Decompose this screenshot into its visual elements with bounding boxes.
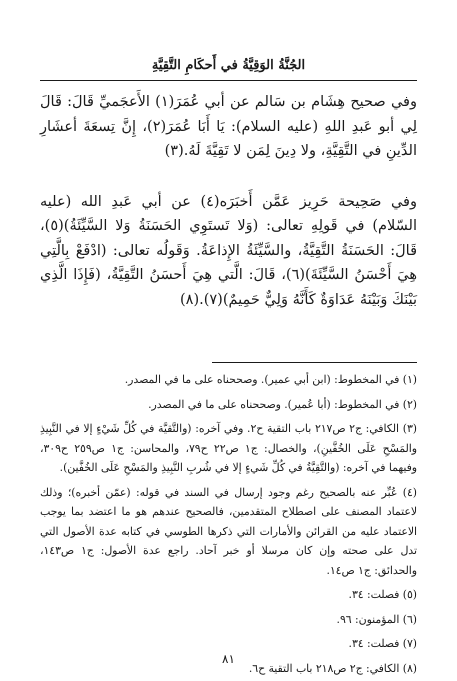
- footnote-separator: [212, 362, 417, 363]
- footnote-3: (٣) الكافي: ج٢ ص٢١٧ باب التقية ح٢. وفي آخره: (والتَّقيَّة في كُلِّ شَيْءٍ إلا في النَّبِيذِ والمَسْحِ عَلَى الخُفَّينِ)، والخصال: ج١ ص٢٢ ح٧٩، والمحاسن: ج١ ص٢٥٩ ح٣٠٩، وفيهما في آخره: (والتَّقِيَّةُ في كُلِّ شَيءٍ إلا في شُربِ النَّبِيذِ والمَسْحِ عَلَى الخُفَّين).: [40, 422, 417, 474]
- running-header: الجُنَّةُ الوَقِيَّةُ في أَحكَامِ التَّقِيَّةِ: [151, 58, 306, 73]
- header-rule: [40, 80, 417, 81]
- footnote-6: (٦) المؤمنون: ٩٦.: [336, 612, 417, 626]
- footnote-5: (٥) فصلت: ٣٤.: [348, 588, 417, 601]
- main-text: [40, 90, 417, 334]
- footnote-7: (٧) فصلت: ٣٤.: [348, 637, 417, 650]
- footnote-1: (١) في المخطوط: (ابن أبي عمير). وصححناه على ما في المصدر.: [124, 373, 417, 386]
- paragraph-hisham: وفي صحيح هِشَام بن سَالم عن أبي عُمَرَ(١) الأَعجَميِّ قَالَ: قَالَ لِي أبو عَبدِ اللهِ (عليه السلام): يَا أَبَا عُمَرَ(٢)، إِنَّ تِسعَةَ أعشَارِ الدِّينِ في التَّقِيَّةِ، ولا دِينَ لِمَن لا تَقِيَّةَ لَهُ.(٣): [40, 94, 418, 159]
- page-number: ٨١: [222, 652, 235, 666]
- footnote-8: (٨) الكافي: ج٢ ص٢١٨ باب التقية ح٦.: [248, 661, 417, 675]
- paragraph-hariz: وفي صَحِيحة حَرِيز عَمَّن أَخبَرَه(٤) عن أبي عَبدِ الله (عليه السّلام) في قَولِهِ تعالى: (وَلا تَستَوِي الحَسَنَةُ وَلا السَّيِّئَةُ)(٥)، قَالَ: الحَسَنَةُ التَّقِيَّةُ، والسَّيِّئَةُ الإِذاعَةُ. وَقَولُه تعالى: (ادْفَعْ بِالَّتِي هِيَ أَحْسَنُ السَّيِّئَةَ)(٦)، قَالَ: الَّتي هِيَ أَحسَنُ التَّقِيَّةُ، (فَإِذَا الَّذِي بَيْنَكَ وَبَيْنَهُ عَدَاوَةٌ كَأَنَّهُ وَلِيٌّ حَمِيمٌ)(٧).(٨): [40, 193, 417, 308]
- footnote-2: (٢) في المخطوط: (أبا عُمير). وصححناه على ما في المصدر.: [148, 397, 417, 411]
- footnotes: [40, 370, 417, 678]
- footnote-4: (٤) عُبِّر عنه بالصحيح رغم وجود إرسال في السند في قوله: (عمّن أخبره)؛ وذلك لاعتماد المصنف على اصطلاح المتقدمين، فالصحيح عندهم هو ما اعتضد بما يوجب الاعتماد عليه من القرائن والأمارات التي ذكرها الطوسي في كتابه عدة الأصول التي تدل على صحته وإن كان مرسلا أو خبر آحاد. راجع عدة الأصول: ج١ ص١٤٣، والحدائق: ج١ ص١٤.: [40, 485, 417, 577]
